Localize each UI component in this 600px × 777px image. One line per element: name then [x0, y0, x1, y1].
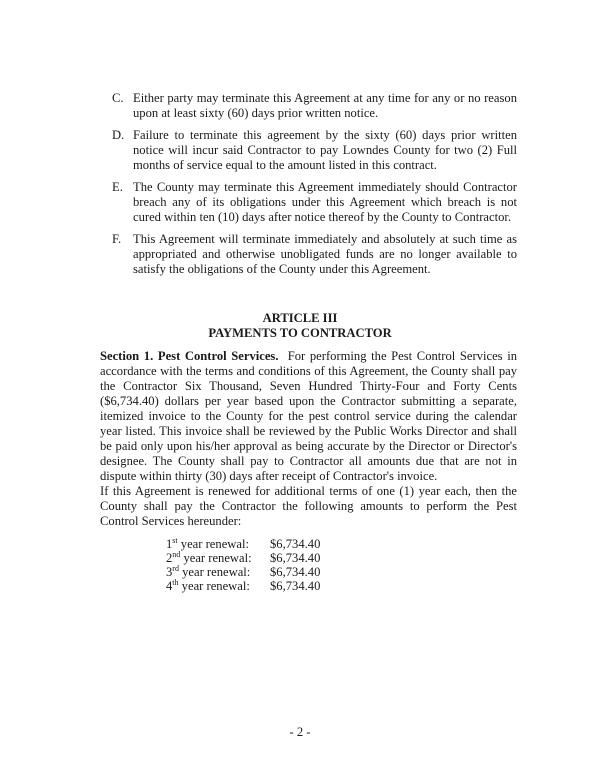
section-1 [100, 349, 517, 529]
renewal-amount: $6,734.40 [270, 537, 321, 551]
renewal-row [166, 551, 517, 565]
renewal-amount: $6,734.40 [270, 551, 321, 565]
clause-e [112, 180, 517, 225]
clause-label: C. [112, 91, 124, 105]
clause-f [112, 232, 517, 277]
clause-text: Failure to terminate this agreement by the sixty (60) days prior written notice will incur said Contractor to pay Lowndes County for two (2) Full months of service equal to the amount listed in this contract. [133, 128, 517, 172]
renewal-label: year renewal: [178, 579, 250, 593]
clause-d [112, 128, 517, 173]
renewal-table [166, 537, 517, 593]
renewal-label: year renewal: [180, 551, 252, 565]
section-body: For performing the Pest Control Services in accordance with the terms and conditions of this Agreement, the County shall pay the Contractor Six Thousand, Seven Hundred Thirty-Four and Forty Cents ($6,734.40) dollars per year based upon the Contractor submitting a separate, itemized invoice to the County for the pest control service during the calendar year listed. This invoice shall be reviewed by the Public Works Director and shall be paid only upon his/her approval as being accurate by the Director or Director's designee. The County shall pay to Contractor all amounts due that are not in dispute within thirty (30) days after receipt of Contractor's invoice. [100, 349, 517, 483]
renewal-num: 1 [166, 537, 173, 551]
article-title: PAYMENTS TO CONTRACTOR [208, 326, 392, 340]
clause-text: Either party may terminate this Agreement at any time for any or no reason upon at least sixty (60) days prior written notice. [133, 91, 517, 120]
renewal-row [166, 565, 517, 579]
section-heading: Section 1. Pest Control Services. [100, 349, 279, 363]
clause-text: The County may terminate this Agreement immediately should Contractor breach any of its obligations under this Agreement which breach is not cured within ten (10) days after notice thereof by the County to Contractor. [133, 180, 517, 224]
clause-text: This Agreement will terminate immediately and absolutely at such time as appropriated and otherwise unobligated funds are no longer available to satisfy the obligations of the County under this Agreement. [133, 232, 517, 276]
article-number: ARTICLE III [262, 311, 338, 325]
renewal-amount: $6,734.40 [270, 565, 321, 579]
renewal-num: 3 [166, 565, 173, 579]
page-number: - 2 - [289, 725, 311, 739]
clause-label: F. [112, 232, 122, 246]
renewal-label: year renewal: [177, 537, 249, 551]
renewal-intro: If this Agreement is renewed for additional terms of one (1) year each, then the County shall pay the Contractor the following amounts to perform the Pest Control Services hereunder: [100, 484, 517, 528]
clause-c [112, 91, 517, 121]
clause-label: D. [112, 128, 125, 142]
renewal-amount: $6,734.40 [270, 579, 321, 593]
renewal-row [166, 579, 517, 593]
page-content [100, 91, 517, 593]
renewal-sup: th [172, 577, 179, 587]
renewal-num: 4 [166, 579, 173, 593]
renewal-row [166, 537, 517, 551]
clause-label: E. [112, 180, 123, 194]
renewal-label: year renewal: [178, 565, 251, 579]
article-heading [0, 311, 600, 341]
renewal-sup: st [172, 535, 178, 545]
renewal-sup: rd [172, 563, 179, 573]
renewal-num: 2 [166, 551, 173, 565]
renewal-sup: nd [172, 549, 181, 559]
